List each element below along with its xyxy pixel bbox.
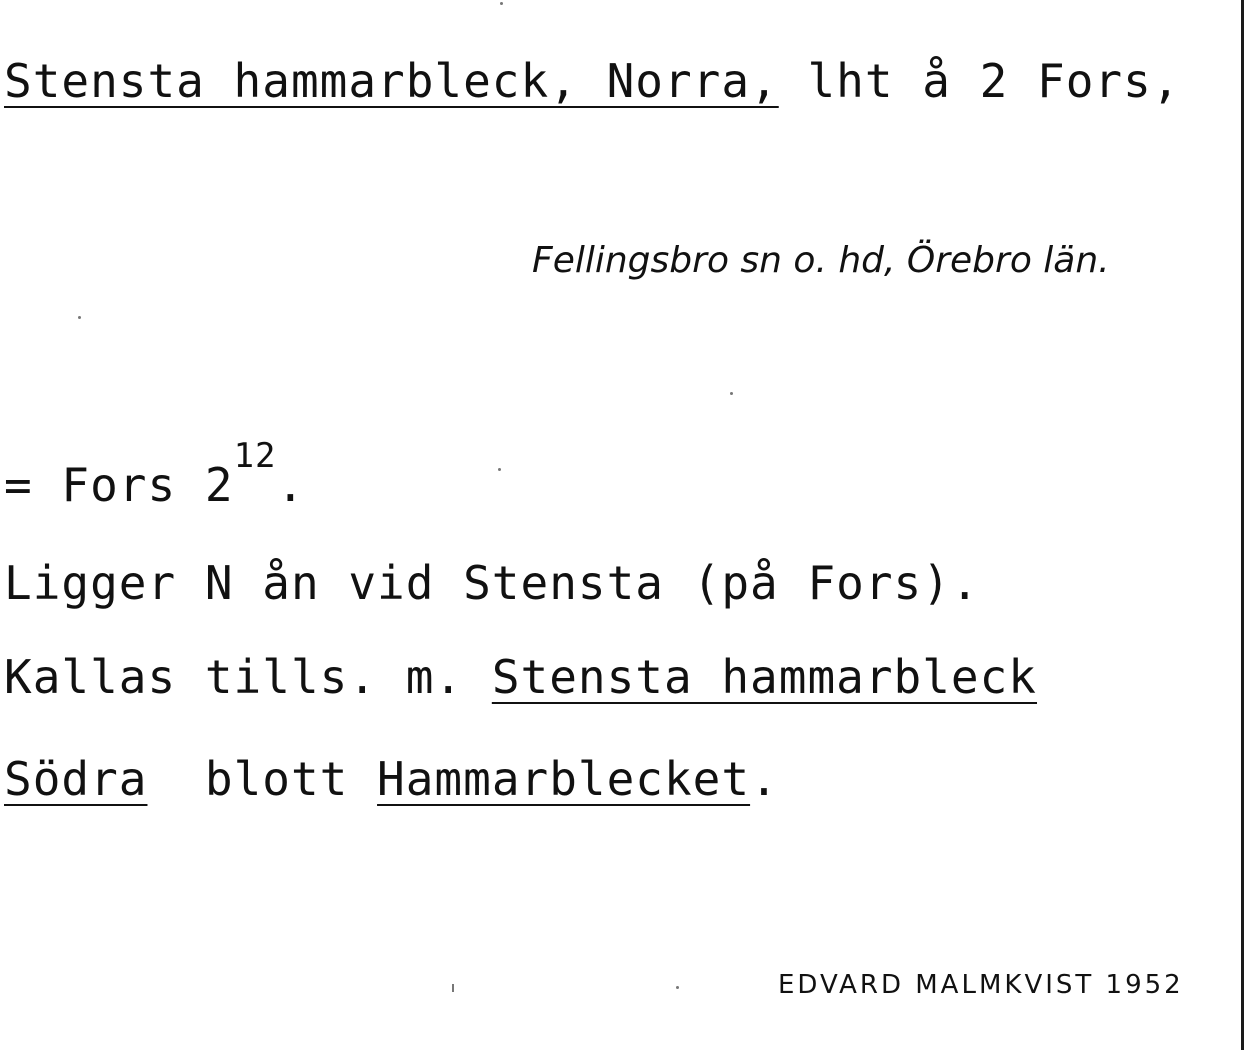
card-edge-line [1241, 0, 1244, 1050]
paper-speck [78, 316, 81, 319]
hammarblecket-word: Hammarblecket [377, 752, 751, 806]
fors-suffix: . [276, 458, 306, 512]
kallas-prefix: Kallas tills. m. [4, 650, 492, 704]
paper-speck [498, 468, 501, 471]
fors-superscript: 12 [233, 436, 277, 476]
card-heading [4, 54, 1181, 108]
sodra-line [4, 752, 779, 806]
heading-rest: lht å 2 Fors, [778, 54, 1181, 108]
paper-speck [730, 392, 733, 395]
paper-speck [676, 986, 679, 989]
kallas-line [4, 650, 1038, 704]
sodra-word: Södra [4, 752, 148, 806]
author-stamp: EDVARD MALMKVIST 1952 [778, 970, 1184, 1000]
kallas-name: Stensta hammarbleck [491, 650, 1038, 704]
paper-speck [500, 2, 503, 5]
blott-word: blott [147, 752, 378, 806]
fors-line [4, 436, 306, 512]
ligger-line: Ligger N ån vid Stensta (på Fors). [4, 556, 980, 610]
sodra-line-period: . [750, 752, 779, 806]
paper-speck [452, 984, 454, 992]
heading-place-name: Stensta hammarbleck, Norra, [4, 54, 779, 108]
location-line: Fellingsbro sn o. hd, Örebro län. [532, 240, 1110, 281]
fors-prefix: = Fors 2 [4, 458, 234, 512]
